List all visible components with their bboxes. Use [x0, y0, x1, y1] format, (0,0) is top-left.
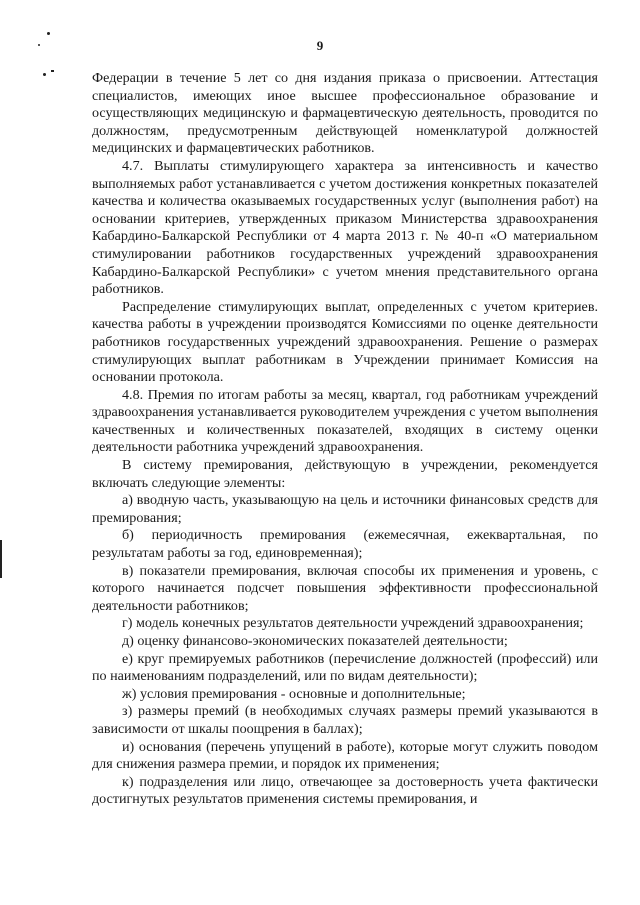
scan-artifact-dot [43, 73, 46, 76]
scan-artifact-edge [0, 540, 2, 578]
document-body [92, 70, 598, 809]
list-item-v: в) показатели премирования, включая способы их применения и уровень, с которого начинается подсчет повышения эффективности профессиональной деятельности работников; [92, 562, 598, 614]
list-item-zh: ж) условия премирования - основные и дополнительные; [122, 685, 466, 702]
list-item-k: к) подразделения или лицо, отвечающее за достоверность учета фактически достигнутых результатов применения системы премирования, и [92, 773, 598, 808]
paragraph-4-7: 4.7. Выплаты стимулирующего характера за интенсивность и качество выполняемых работ устанавливается с учетом достижения конкретных показателей качества и количества оказываемых государственных услуг (выполнения работ) на основании критериев, утвержденных приказом Министерства здравоохранения Кабардино-Балкарской Республики от 4 марта 2013 г. № 40-п «О материальном стимулировании работников государственных учреждений здравоохранения Кабардино-Балкарской Республики» с учетом мнения представительного органа работников. [92, 157, 598, 298]
scan-artifact-dot [38, 44, 40, 46]
paragraph-attestation-continuation: Федерации в течение 5 лет со дня издания приказа о присвоении. Аттестация специалистов, имеющих иное высшее профессиональное образование и осуществляющих медицинскую и фармацевтическую деятельность, проводится по должностям, предусмотренным действующей номенклатурой должностей медицинских и фармацевтических работников. [92, 70, 598, 157]
scan-artifact-dash [51, 70, 54, 72]
list-item-e: е) круг премируемых работников (перечисление должностей (профессий) или по наименованиям подразделений, или по видам деятельности); [92, 650, 598, 685]
paragraph-4-8: 4.8. Премия по итогам работы за месяц, квартал, год работникам учреждений здравоохранения устанавливается руководителем учреждения с учетом выполнения качественных и количественных показателей, входящих в систему оценки деятельности работника учреждений здравоохранения. [92, 386, 598, 456]
paragraph-distribution: Распределение стимулирующих выплат, определенных с учетом критериев. качества работы в учреждении производятся Комиссиями по оценке деятельности работников государственных учреждений здравоохранения. Решение о размерах стимулирующих выплат работникам в Учреждении принимает Комиссия на основании протокола. [92, 298, 598, 386]
list-item-b: б) периодичность премирования (ежемесячная, ежеквартальная, по результатам работы за год, единовременная); [92, 527, 598, 562]
page-number: 9 [316, 38, 324, 53]
list-item-i: и) основания (перечень упущений в работе), которые могут служить поводом для снижения размера премии, и порядок их применения; [92, 738, 598, 773]
list-item-z: з) размеры премий (в необходимых случаях размеры премий указываются в зависимости от шкалы поощрения в баллах); [92, 703, 598, 737]
list-item-d: д) оценку финансово-экономических показателей деятельности; [122, 633, 508, 649]
list-item-a: а) вводную часть, указывающую на цель и источники финансовых средств для премирования; [92, 492, 598, 526]
paragraph-bonus-system-intro: В систему премирования, действующую в учреждении, рекомендуется включать следующие элементы: [92, 457, 598, 491]
scan-artifact-dot [47, 32, 50, 35]
list-item-g: г) модель конечных результатов деятельности учреждений здравоохранения; [122, 615, 584, 632]
